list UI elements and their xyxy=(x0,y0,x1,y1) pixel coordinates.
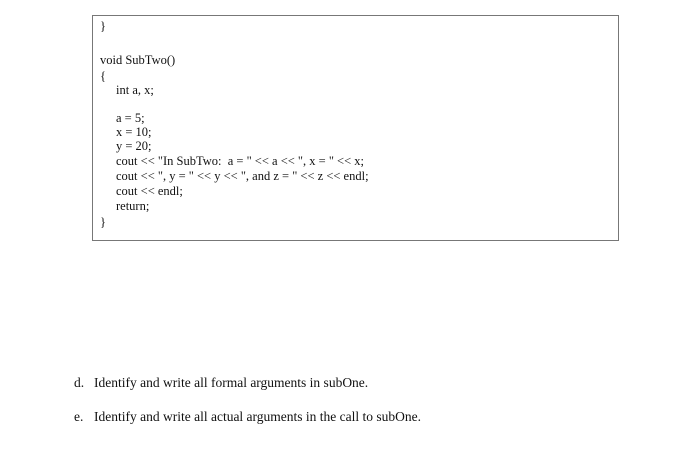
code-line-cout-endl: cout << endl; xyxy=(116,184,183,198)
code-line-return: return; xyxy=(116,199,150,213)
code-line-cout-2: cout << ", y = " << y << ", and z = " << z << endl; xyxy=(116,169,369,183)
question-letter: d. xyxy=(74,375,85,390)
code-line-assign-a: a = 5; xyxy=(116,111,145,125)
code-line-cout-1: cout << "In SubTwo: a = " << a << ", x = " << x; xyxy=(116,154,364,168)
code-line-closing-brace-bottom: } xyxy=(100,215,106,229)
question-text: Identify and write all actual arguments in the call to subOne. xyxy=(94,409,422,424)
question-text: Identify and write all formal arguments in subOne. xyxy=(94,375,369,390)
question-d xyxy=(74,375,368,391)
code-listing-box xyxy=(92,15,619,241)
code-line-closing-brace-top: } xyxy=(100,19,106,33)
code-line-open-brace: { xyxy=(100,69,106,83)
code-line-assign-y: y = 20; xyxy=(116,139,152,153)
question-e xyxy=(74,409,421,425)
question-letter: e. xyxy=(74,409,84,424)
code-line-assign-x: x = 10; xyxy=(116,125,152,139)
code-line-declaration: int a, x; xyxy=(116,83,154,97)
code-line-function-signature: void SubTwo() xyxy=(100,53,176,67)
